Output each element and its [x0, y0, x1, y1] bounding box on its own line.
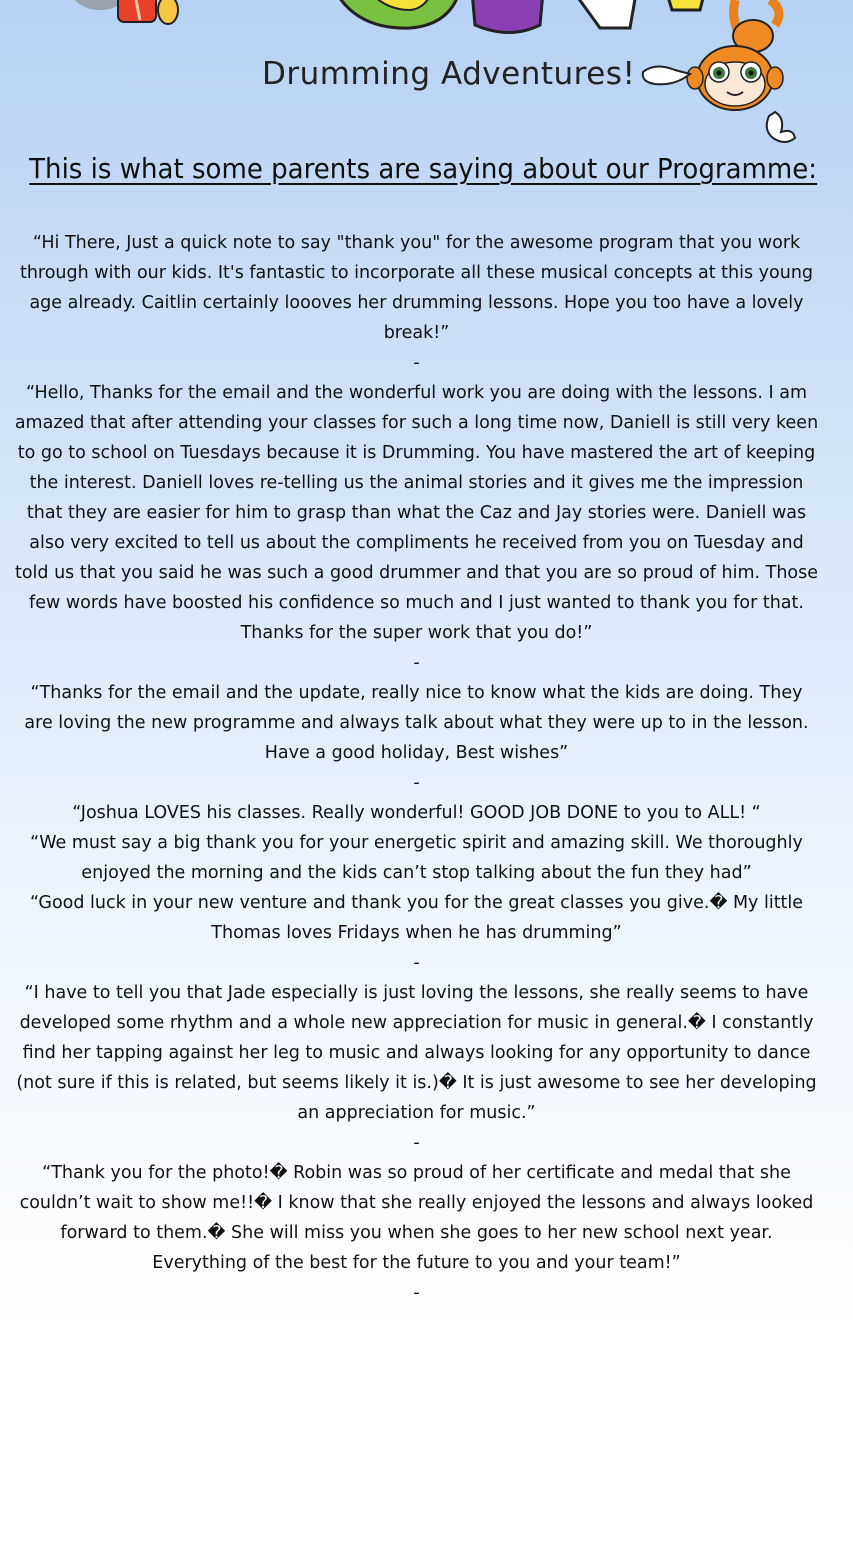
monkey-mascot-icon [635, 0, 805, 145]
testimonial-7: “I have to tell you that Jade especially is just loving the lessons, she really seems to have developed some rhythm and a whole new appreciation for music in general.� I constantly find her tapping against her leg to music and always looking for any opportunity to dance (not sure if this is related, but seems likely it is.)� It is just awesome to see her developing an appreciation for music.” [16, 983, 817, 1123]
separator: - [413, 953, 420, 973]
page-heading: This is what some parents are saying about our Programme: [29, 152, 818, 185]
testimonial-3: “Thanks for the email and the update, really nice to know what the kids are doing. They are loving the new programme and always talk about what they were up to in the lesson. Have a good holiday, Best wishes” [24, 683, 809, 763]
testimonial-4: “Joshua LOVES his classes. Really wonderful! GOOD JOB DONE to you to ALL! “ [72, 803, 761, 823]
separator: - [413, 1283, 420, 1303]
header-banner [0, 0, 853, 145]
testimonial-6: “Good luck in your new venture and thank you for the great classes you give.� My little Thomas loves Fridays when he has drumming” [29, 893, 804, 943]
testimonials-list [14, 228, 819, 1308]
testimonial-2: “Hello, Thanks for the email and the wonderful work you are doing with the lessons. I am amazed that after attending your classes for such a long time now, Daniell is still very keen to go to school on Tuesdays because it is Drumming. You have mastered the art of keeping the interest. Daniell loves re-telling us the animal stories and it gives me the impression that they are easier for him to grasp than what the Caz and Jay stories were. Daniell was also very excited to tell us about the compliments he received from you on Tuesday and told us that you said he was such a good drummer and that you are so proud of him. Those few words have boosted his confidence so much and I just wanted to thank you for that. Thanks for the super work that you do!” [14, 383, 819, 643]
separator: - [413, 773, 420, 793]
testimonial-8: “Thank you for the photo!� Robin was so proud of her certificate and medal that she couldn’t wait to show me!!� I know that she really enjoyed the lessons and always looked forward to them.� She will miss you when she goes to her new school next year. Everything of the best for the future to you and your team!” [19, 1163, 814, 1273]
tagline: Drumming Adventures! [262, 56, 636, 92]
separator: - [413, 653, 420, 673]
separator: - [413, 353, 420, 373]
drum-mascot-icon [60, 0, 210, 50]
testimonial-5: “We must say a big thank you for your energetic spirit and amazing skill. We thoroughly enjoyed the morning and the kids can’t stop talking about the fun they had” [30, 833, 803, 883]
testimonial-1: “Hi There, Just a quick note to say "thank you" for the awesome program that you work through with our kids. It's fantastic to incorporate all these musical concepts at this young age already. Caitlin certainly loooves her drumming lessons. Hope you too have a lovely break!” [19, 233, 814, 343]
separator: - [413, 1133, 420, 1153]
